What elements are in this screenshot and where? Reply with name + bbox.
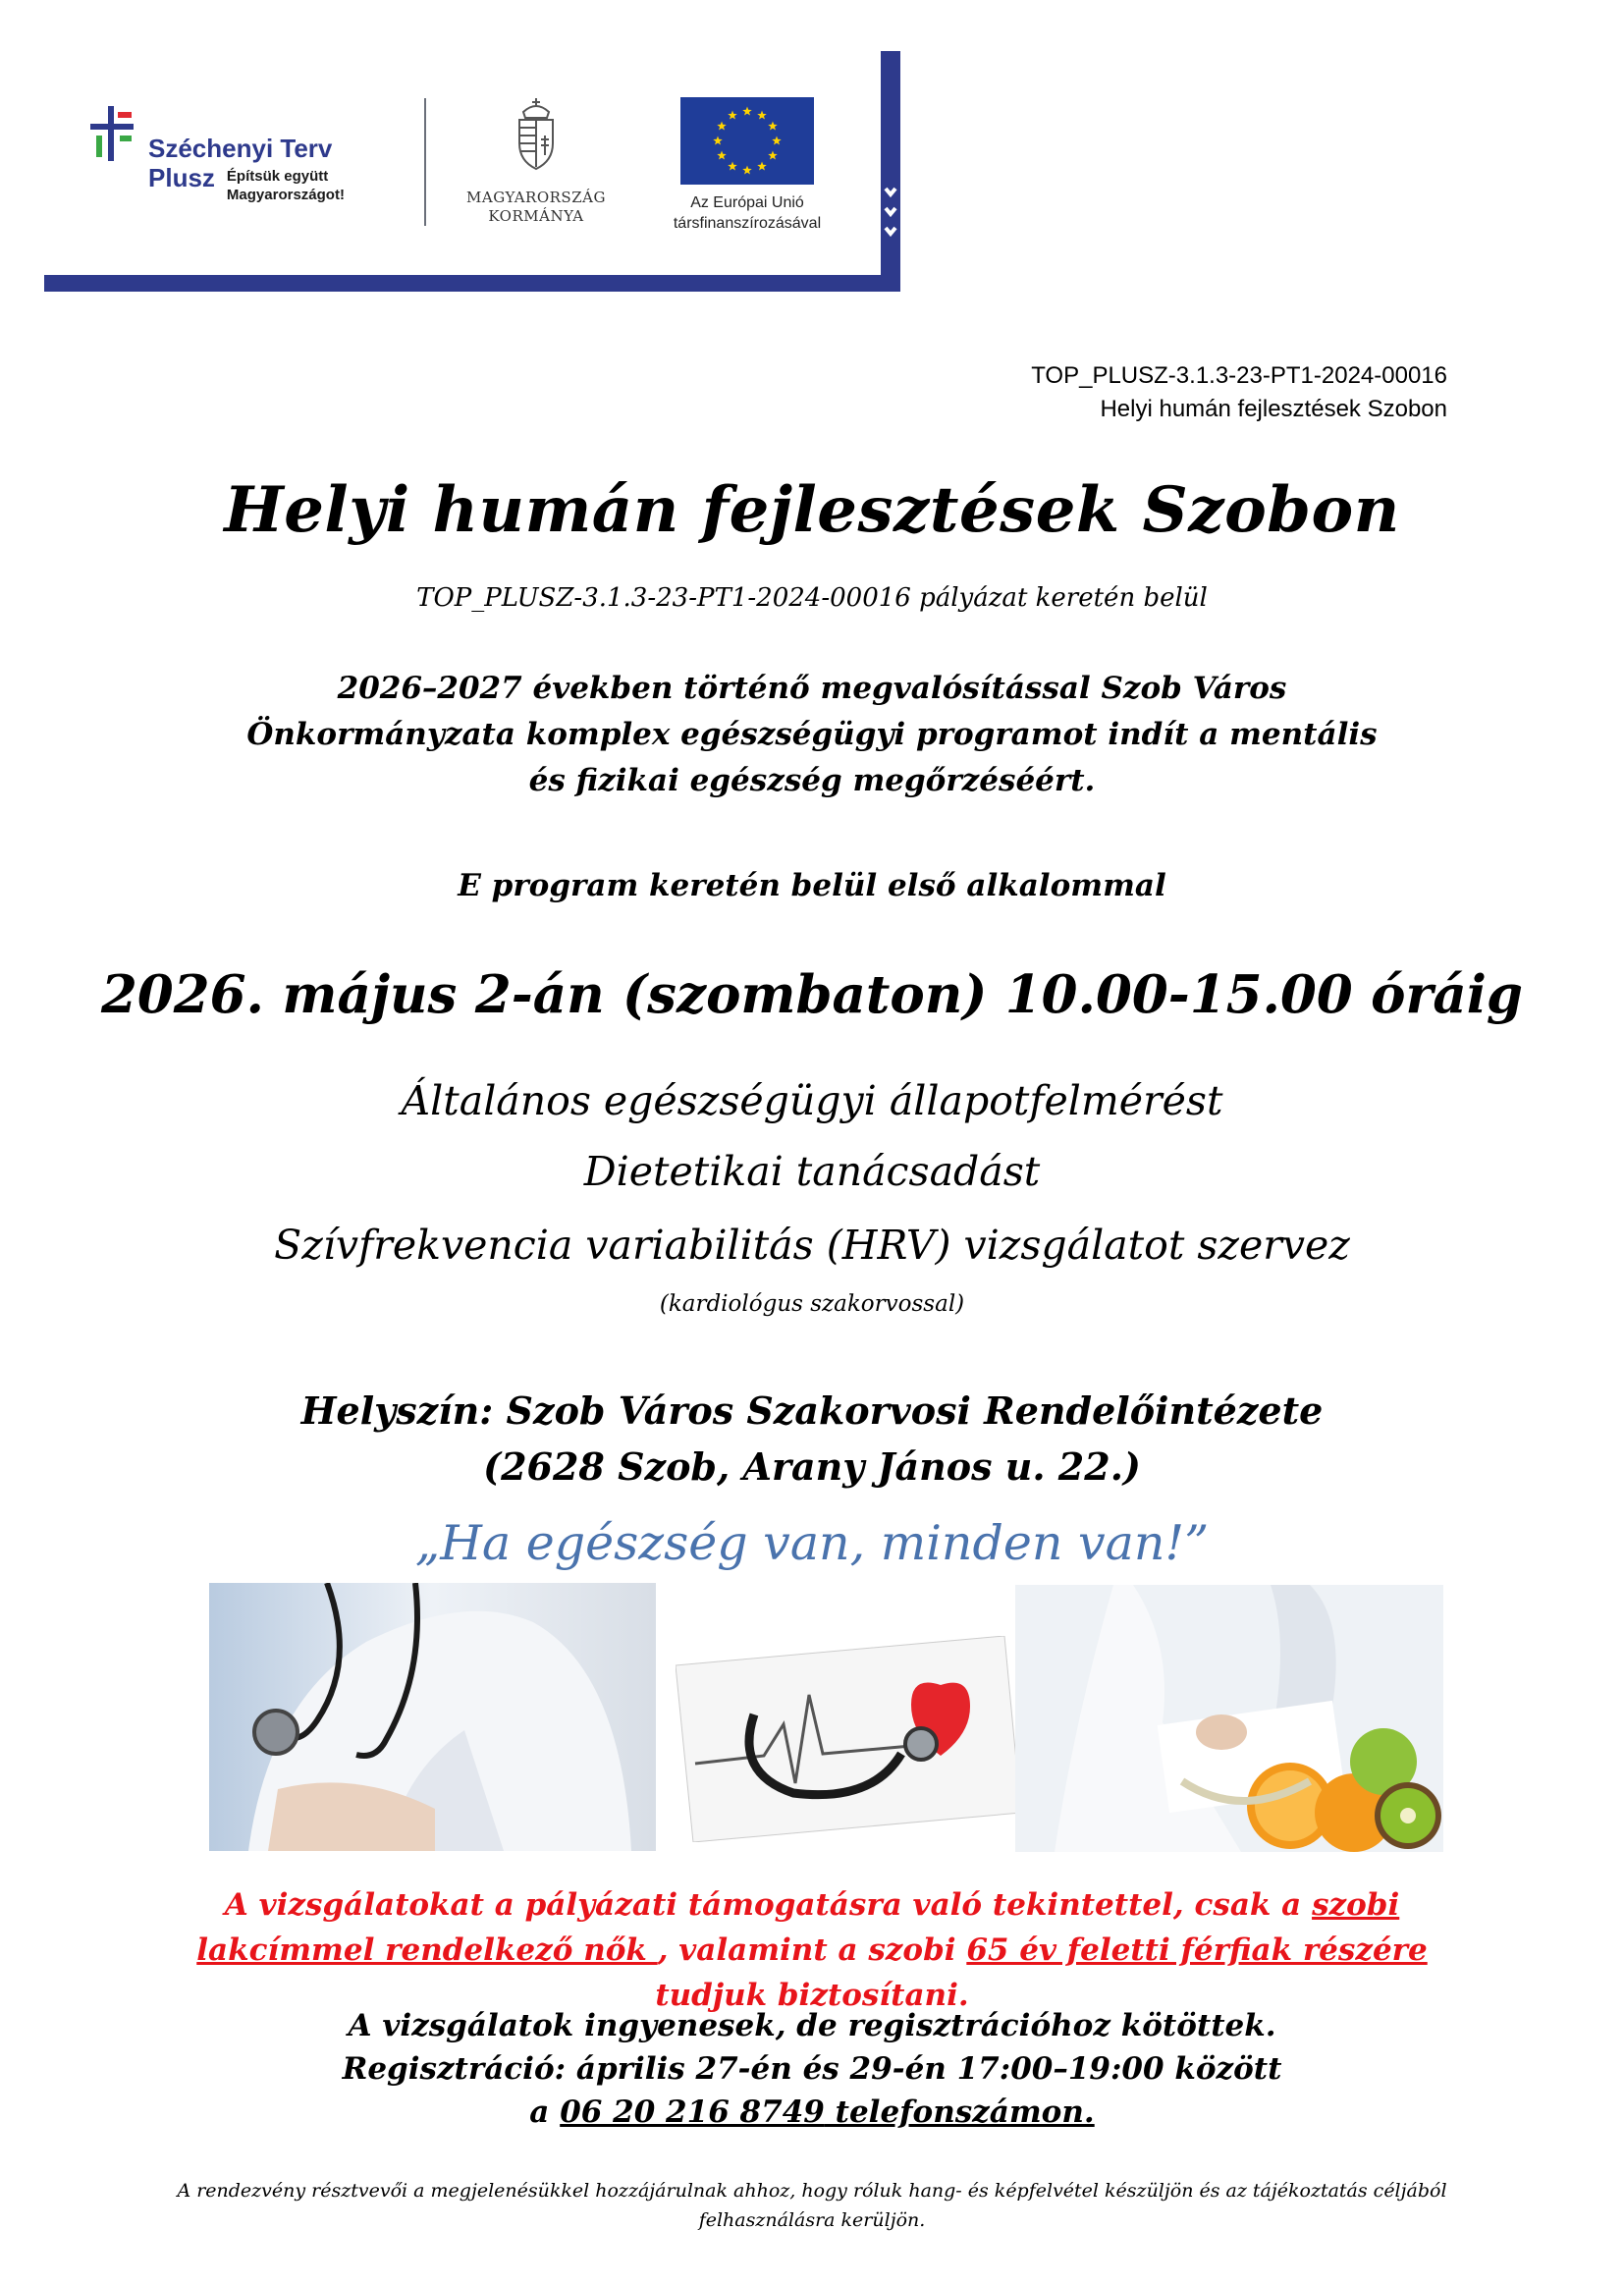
szechenyi-slogan-1: Építsük együtt xyxy=(226,168,329,185)
venue-block xyxy=(0,1383,1624,1495)
notice-text: A vizsgálatokat a pályázati támogatásra való tekintettel, csak a xyxy=(224,1887,1313,1923)
eu-line2: társfinanszírozásával xyxy=(673,215,822,232)
intro-paragraph: 2026–2027 években történő megvalósítással Szob Város Önkormányzata komplex egészségügyi programot indít a mentális és fizikai egészség megőrzéséért. xyxy=(246,671,1378,798)
coat-of-arms-icon xyxy=(514,96,559,171)
reference-code: TOP_PLUSZ-3.1.3-23-PT1-2024-00016 xyxy=(1031,362,1447,389)
page-title: Helyi humán fejlesztések Szobon xyxy=(224,473,1400,547)
reference-block xyxy=(1031,359,1447,426)
lead-text: E program keretén belül első alkalommal xyxy=(458,868,1166,903)
registration-suffix: telefonszámon. xyxy=(824,2095,1095,2130)
gov-line2: KORMÁNYA xyxy=(488,207,584,225)
gov-line1: MAGYARORSZÁG xyxy=(466,189,606,206)
slogan: „Ha egészség van, minden van!” xyxy=(414,1515,1210,1571)
funding-banner xyxy=(44,51,900,292)
stethoscope-heart-photo xyxy=(676,1636,1021,1842)
doctor-stethoscope-photo xyxy=(209,1583,656,1851)
registration-prefix: a xyxy=(529,2095,561,2130)
government-logo-text xyxy=(457,189,616,226)
eu-flag-icon xyxy=(680,97,814,185)
service-item: Dietetikai tanácsadást xyxy=(583,1148,1041,1195)
eu-line1: Az Európai Unió xyxy=(690,194,804,211)
notice-highlight-women: szobi lakcímmel rendelkező nők xyxy=(196,1887,1400,1968)
notice-highlight-men: 65 év feletti férfiak részére xyxy=(966,1932,1428,1968)
notice-text: tudjuk biztosítani. xyxy=(655,1978,969,2013)
doctor-fruits-photo xyxy=(1015,1585,1443,1852)
eu-logo-text xyxy=(643,192,851,234)
registration-block xyxy=(196,2004,1428,2134)
szechenyi-line1: Széchenyi Terv xyxy=(148,134,333,163)
szechenyi-line2: Plusz xyxy=(148,163,215,192)
media-consent-disclaimer: A rendezvény résztvevői a megjelenésükkel hozzájárulnak ahhoz, hogy róluk hang- és képfelvétel készüljön és az tájékoztatás céljából felhasználásra kerüljön. xyxy=(177,2180,1447,2231)
venue-address: (2628 Szob, Arany János u. 22.) xyxy=(483,1444,1141,1489)
service-item: Általános egészségügyi állapotfelmérést xyxy=(401,1077,1223,1124)
eligibility-notice xyxy=(196,1882,1428,2018)
event-date: 2026. május 2-án (szombaton) 10.00-15.00 óráig xyxy=(101,964,1523,1025)
registration-times: Regisztráció: április 27-én és 29-én 17:00–19:00 között xyxy=(342,2051,1282,2087)
registration-free-note: A vizsgálatok ingyenesek, de regisztrációhoz kötöttek. xyxy=(348,2008,1276,2043)
cardiologist-note: (kardiológus szakorvossal) xyxy=(659,1291,965,1317)
notice-text: , valamint a szobi xyxy=(657,1932,967,1968)
service-item: Szívfrekvencia variabilitás (HRV) vizsgálatot szervez xyxy=(274,1222,1350,1269)
reference-title: Helyi humán fejlesztések Szobon xyxy=(1100,396,1447,422)
szechenyi-cross-icon xyxy=(90,106,139,165)
page-subtitle: TOP_PLUSZ-3.1.3-23-PT1-2024-00016 pályázat keretén belül xyxy=(416,583,1208,613)
venue-name: Helyszín: Szob Város Szakorvosi Rendelőintézete xyxy=(300,1388,1324,1433)
szechenyi-slogan-2: Magyarországot! xyxy=(226,187,345,203)
registration-phone-link[interactable]: 06 20 216 8749 xyxy=(560,2095,825,2130)
szechenyi-logo-text xyxy=(148,134,345,204)
